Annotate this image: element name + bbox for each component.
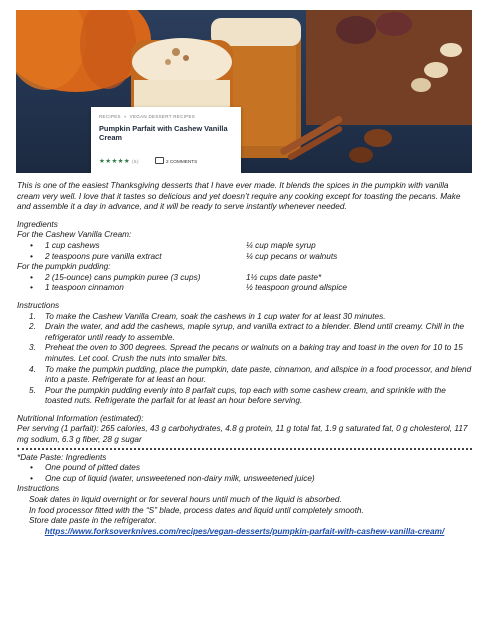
date-paste-instructions-heading: Instructions [17, 484, 60, 494]
instruction-step [17, 343, 472, 364]
date-paste-item-text: One cup of liquid (water, unsweetened non-dairy milk, unsweetened juice) [45, 473, 315, 483]
bullet-icon: • [30, 240, 33, 250]
comment-icon [155, 157, 164, 164]
dotted-divider [17, 448, 472, 450]
ingredient-right: 1½ cups date paste* [246, 272, 322, 282]
ingredient-left: 1 teaspoon cinnamon [45, 283, 124, 293]
ingredient-right: ¼ cup pecans or walnuts [246, 251, 338, 261]
date-paste-item [17, 474, 472, 485]
step-number: 3. [29, 343, 36, 353]
ingredients-heading: Ingredients [17, 219, 58, 229]
step-text: Drain the water, and add the cashews, maple syrup, and vanilla extract to a blender. Blend until creamy. Chill in the refrigerator until ready to assemble. [45, 322, 465, 342]
ingredient-row [17, 252, 472, 263]
instruction-step [17, 322, 472, 343]
date-paste-heading: *Date Paste: Ingredients [17, 452, 107, 462]
ingredient-row [17, 241, 472, 252]
ingredient-row [17, 273, 472, 284]
instruction-step [17, 365, 472, 386]
recipe-title: Pumpkin Parfait with Cashew Vanilla Cream [99, 124, 228, 142]
ingredient-left: 2 (15-ounce) cans pumpkin puree (3 cups) [45, 272, 201, 282]
instruction-step [17, 312, 472, 323]
step-number: 1. [29, 311, 36, 321]
step-number: 5. [29, 385, 36, 395]
step-text: Pour the pumpkin pudding evenly into 8 parfait cups, top each with some cashew cream, and sprinkle with the toasted nuts. Refrigerate the parfait for at least an hour before serving. [45, 385, 446, 406]
source-link[interactable]: https://www.forksoverknives.com/recipes/vegan-desserts/pumpkin-parfait-with-cashew-vanilla-cream/ [44, 526, 445, 536]
date-paste-item-text: One pound of pitted dates [45, 463, 140, 473]
nutrition-text: Per serving (1 parfait): 265 calories, 43 g carbohydrates, 4.8 g protein, 11 g total fat, 1.9 g saturated fat, 0 g cholesterol, 117 mg sodium, 6.3 g fiber, 28 g sugar [17, 424, 468, 445]
nutrition-heading: Nutritional Information (estimated): [17, 413, 144, 423]
bullet-icon: • [30, 251, 33, 261]
breadcrumb [99, 114, 195, 119]
breadcrumb-vegan-desserts-link[interactable]: VEGAN DESSERT RECIPES [129, 114, 196, 119]
star-rating-icon: ★★★★★ [99, 158, 131, 165]
date-paste-item [17, 463, 472, 474]
comments-label: 2 COMMENTS [166, 159, 198, 164]
step-text: Preheat the oven to 300 degrees. Spread the pecans or walnuts on a baking tray and toast in the oven for 10 to 15 minutes. Let cool. Crush the nuts into smaller bits. [45, 343, 463, 363]
step-text: To make the Cashew Vanilla Cream, soak the cashews in 1 cup water for at least 30 minutes. [45, 311, 386, 321]
cream-subheading: For the Cashew Vanilla Cream: [17, 230, 132, 240]
ingredient-row [17, 283, 472, 294]
rating[interactable] [99, 157, 139, 165]
hero-photo [16, 10, 472, 173]
rating-count: (6) [132, 159, 139, 164]
ingredient-right: ¼ cup maple syrup [246, 240, 316, 250]
bullet-icon: • [30, 283, 33, 293]
date-paste-instruction: Soak dates in liquid overnight or for several hours until much of the liquid is absorbed. [29, 495, 342, 505]
date-paste-instruction: Store date paste in the refrigerator. [29, 516, 157, 526]
recipe-card [91, 107, 241, 173]
intro-paragraph: This is one of the easiest Thanksgiving desserts that I have ever made. It blends the spices in the pumpkin with vanilla cream very well. I love that it tastes so delicious and yet doesn’t require any cooking except for toasting the pecans. Make and assemble it a day in advance, and it will be ready to serve instantly whenever needed. [17, 181, 461, 212]
bullet-icon: • [30, 272, 33, 282]
ingredient-right: ½ teaspoon ground allspice [246, 283, 347, 293]
breadcrumb-recipes-link[interactable]: RECIPES [99, 114, 121, 119]
instruction-step [17, 386, 472, 407]
bullet-icon: • [30, 463, 33, 473]
pudding-subheading: For the pumpkin pudding: [17, 262, 111, 272]
step-text: To make the pumpkin pudding, place the pumpkin, date paste, cinnamon, and allspice in a food processor, and blend into a paste. Refrigerate for at least an hour. [45, 364, 472, 385]
ingredient-left: 1 cup cashews [45, 240, 100, 250]
instruction-list [17, 312, 472, 407]
bullet-icon: • [30, 473, 33, 483]
step-number: 4. [29, 364, 36, 374]
source-link-line [17, 527, 472, 538]
date-paste-instruction: In food processor fitted with the “S” blade, process dates and liquid until completely smooth. [29, 505, 364, 515]
breadcrumb-separator: » [123, 114, 127, 119]
ingredient-left: 2 teaspoons pure vanilla extract [45, 251, 162, 261]
instructions-heading: Instructions [17, 300, 60, 310]
pumpkin-parfait-photo [16, 10, 472, 173]
comments-link[interactable] [155, 157, 197, 164]
recipe-document [17, 181, 472, 537]
step-number: 2. [29, 322, 36, 332]
